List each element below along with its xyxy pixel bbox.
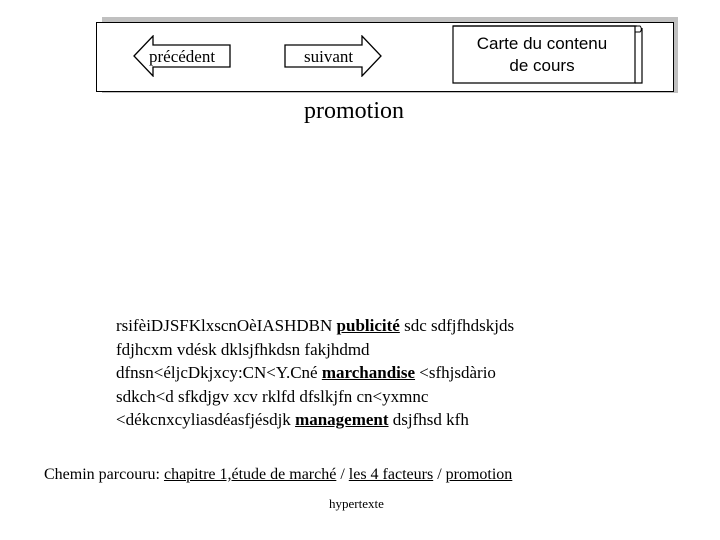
breadcrumb [44,466,512,484]
content-text [116,314,514,432]
next-button[interactable] [284,35,383,77]
content-text-segment: dfnsn<éljcDkjxcy:CN<Y.Cné [116,363,322,382]
breadcrumb-separator: / [433,466,446,483]
breadcrumb-item-chapitre[interactable]: chapitre 1,étude de marché [163,466,337,483]
content-line [116,408,514,432]
course-map-button[interactable] [452,22,648,84]
footer-label: hypertexte [329,496,384,511]
breadcrumb-label: Chemin parcouru: [44,466,160,483]
content-line: fdjhcxm vdésk dklsjfhkdsn fakjhdmd [116,339,370,359]
link-publicite[interactable]: publicité [336,316,400,335]
link-marchandise[interactable]: marchandise [321,363,416,382]
course-map-label-line1: Carte du contenu [476,34,608,53]
breadcrumb-item-promotion[interactable]: promotion [445,466,513,483]
content-line [116,361,514,385]
previous-button[interactable] [133,35,232,77]
page-title: promotion [304,98,404,124]
content-text-segment: rsifèiDJSFKlxscnOèIASHDBN [116,316,337,335]
content-text-segment: <sfhjsdàrio [415,363,496,382]
content-text-segment: sdc sdfjfhdskjds [399,316,515,335]
content-text-segment: <dékcnxcyliasdéasfjésdjk [116,410,296,429]
content-line: sdkch<d sfkdjgv xcv rklfd dfslkjfn cn<yxmnc [116,386,429,406]
content-text-segment: dsjfhsd kfh [388,410,469,429]
course-map-label-line2: de cours [509,56,575,75]
breadcrumb-separator: / [336,466,349,483]
previous-label: précédent [149,47,216,66]
breadcrumb-item-facteurs[interactable]: les 4 facteurs [348,466,434,483]
link-management[interactable]: management [295,410,389,429]
content-line [116,314,514,338]
next-label: suivant [304,47,354,66]
course-map-label [452,33,632,77]
